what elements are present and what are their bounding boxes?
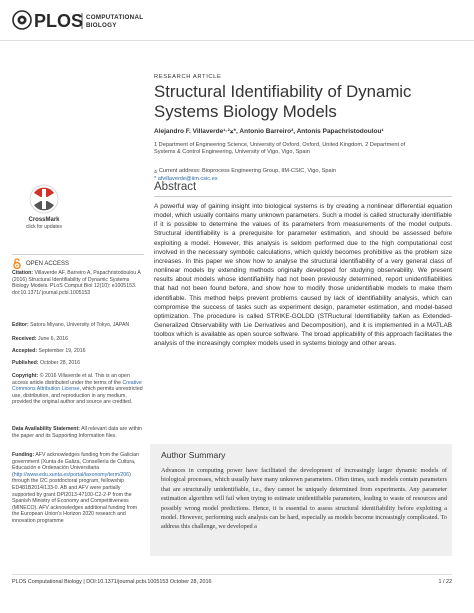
footer-citation: PLOS Computational Biology | DOI:10.1371/journal.pcbi.1005153 October 28, 2016 — [12, 579, 212, 585]
editor-text: Satoru Miyano, University of Tokyo, JAPAN — [30, 322, 130, 328]
plos-wordmark: PLOS — [34, 11, 84, 31]
editor-label: Editor: — [12, 322, 29, 328]
license-link[interactable]: Creative Commons Attribution License — [12, 379, 142, 393]
accepted-label: Accepted: — [12, 348, 38, 354]
crossmark-sublabel: click for updates — [25, 224, 63, 230]
data-availability-text: All relevant data are within the paper and its Supporting Information files. — [12, 426, 142, 439]
received-block — [12, 336, 144, 343]
crossmark-badge[interactable] — [20, 183, 68, 233]
plos-mark-icon — [13, 11, 31, 29]
journal-name-line1: COMPUTATIONAL — [86, 14, 144, 21]
published-block — [12, 360, 144, 367]
current-address: ⨱ Current address: Bioprocess Engineering Group, IIM-CSIC, Vigo, Spain — [154, 168, 336, 174]
crossmark-icon — [30, 185, 58, 213]
citation-text: Villaverde AF, Barreiro A, Papachristodoulou A (2016) Structural Identifiability of Dynamic Systems Biology Models. PLoS Comput Biol 12(10): e1005153. doi:10.1371/ journal.pcbi.1005153 — [12, 270, 141, 296]
funding-label: Funding: — [12, 452, 35, 458]
copyright-block — [12, 373, 144, 406]
published-label: Published: — [12, 360, 39, 366]
citation-label: Citation: — [12, 270, 34, 276]
left-divider — [12, 254, 144, 255]
open-lock-icon — [12, 258, 22, 269]
copyright-text: © 2016 Villaverde et al. This is an open access article distributed under the terms of the — [12, 373, 130, 386]
footer-divider — [12, 574, 452, 575]
received-label: Received: — [12, 336, 37, 342]
copyright-label: Copyright: — [12, 373, 39, 379]
accepted-block — [12, 348, 144, 355]
abstract-divider — [154, 196, 452, 197]
editor-block — [12, 322, 144, 329]
received-date: June 6, 2016 — [37, 336, 68, 342]
funding-text: AFV acknowledges funding from the Galician government (Xunta de Galiza, Consellería de Cultura, Educación e Ordenación Universitaria — [12, 452, 139, 472]
author-list: Alejandro F. Villaverde¹·²⨱*, Antonio Barreiro², Antonis Papachristodoulou¹ — [154, 128, 384, 135]
header-divider — [0, 40, 474, 41]
crossmark-label: CrossMark — [28, 217, 60, 223]
abstract-text: A powerful way of gaining insight into biological systems is by creating a nonlinear differential equation model, which usually contains many unknown parameters. Such a model is called structurally identifiable if it is possible to determine the values of its parameters from measurements of the model outputs. Structural identifiability is a prerequisite for parameter estimation, and should be assessed before exploiting a model. However, this analysis is seldom performed due to the high computational cost involved in the necessary symbolic calculations, which quickly becomes prohibitive as the problem size increases. In this paper we show how to analyse the structural identifiability of a very general class of nonlinear models by extending methods originally developed for studying observability. We present results about models whose identifiability had not been previously determined, report unidentifiabilities that had not been found before, and show how to modify those unidentifiable models to make them identifiable. This method helps prevent problems caused by lack of identifiability analysis, which can compromise the success of tasks such as experiment design, parameter estimation, and model-based optimization. The procedure is called STRIKE-GOLDD (STRuctural Identifiability taKen as Extended-Generalized Observability with Lie Derivatives and Decomposition), and it is implemented in a MATLAB toolbox which is available as open source software. The broad applicability of this approach facilitates the analysis of the increasingly complex models used in systems biology and other areas. — [154, 203, 452, 348]
article-title — [154, 82, 452, 121]
data-availability-label: Data Availability Statement: — [12, 426, 80, 432]
affiliation-line: 1 Department of Engineering Science, University of Oxford, Oxford, United Kingdom, 2 Department of — [154, 142, 406, 148]
author-summary-heading: Author Summary — [161, 450, 226, 460]
affiliations — [154, 142, 452, 156]
author-summary-text: Advances in computing power have facilitated the development of increasingly larger dynamic models of biological processes, which usually have many unknown parameters. Often times, such models contain parameters that are structurally unidentifiable, i.e., they cannot be uniquely determined from experiments. Any parameter estimation algorithm will fail when trying to estimate unidentifiable parameters, leading to waste of resources and possibly wrong model predictions. Hence, it is essential to assess structural identifiability before exploiting a model. However, performing such analysis can be hard, especially as models become increasingly complicated. To address this challenge, we developed a — [161, 467, 447, 531]
title-line: Structural Identifiability of Dynamic — [154, 82, 412, 101]
affiliation-line: Systems & Control Engineering, University of Vigo, Vigo, Spain — [154, 149, 310, 155]
article-type: RESEARCH ARTICLE — [154, 74, 222, 80]
abstract-heading: Abstract — [154, 181, 197, 193]
plos-logo — [12, 7, 152, 33]
corresponding-email-link[interactable]: * afvillaverde@iim.csic.es — [154, 176, 218, 182]
open-access-label: OPEN ACCESS — [26, 260, 70, 267]
journal-name-line2: BIOLOGY — [86, 22, 117, 29]
funding-text-cont: ) through the I2C postdoctoral program, fellowship ED481B2014/133-0. AB and AFV were partially supported by grant DPI2013-47100-C2-2-P from the Spanish Ministry of Economy and Competitiveness (MINECO). AFV acknowledges additional funding from the European Union's Horizon 2020 research and innovation programme — [12, 471, 138, 524]
open-access-badge — [12, 258, 69, 269]
copyright-text-cont: , which permits unrestricted use, distribution, and reproduction in any medium, provided the original author and source are credited. — [12, 386, 143, 406]
published-date: October 28, 2016 — [39, 360, 81, 366]
citation-block — [12, 270, 144, 296]
accepted-date: September 19, 2016 — [38, 348, 86, 354]
funding-link[interactable]: http://www.edu.xunta.es/portal/taxonomy/term/206 — [13, 471, 130, 478]
page-number: 1 / 22 — [438, 579, 452, 585]
funding-block: Funding: AFV acknowledges funding from the Galician government (Xunta de Galiza, Consellería de Cultura, Educación e Ordenación Universitaria (http://www.edu.xunta.es/portal/taxonomy/term/206) through the I2C postdoctoral program, fellowship ED481B2014/133-0. AB and AFV were partially supported by grant DPI2013-47100-C2-2-P from the Spanish Ministry of Economy and Competitiveness (MINECO). AFV acknowledges additional funding from the European Union's Horizon 2020 research and innovation programme — [12, 452, 139, 524]
title-line: Systems Biology Models — [154, 101, 337, 121]
data-availability-block — [12, 426, 144, 439]
